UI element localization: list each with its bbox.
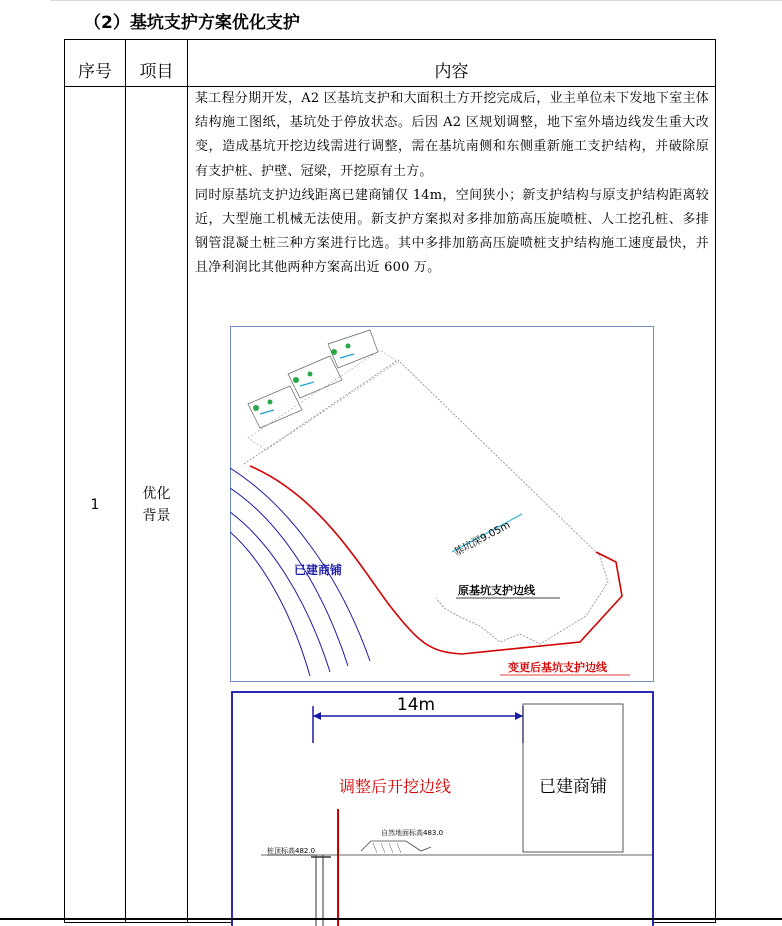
row-content bbox=[188, 87, 716, 923]
paragraph-2: 同时原基坑支护边线距离已建商铺仅 14m，空间狭小；新支护结构与原支护结构距离较近，大型施工机械无法使用。新支护方案拟对多排加筋高压旋喷桩、人工挖孔桩、多排钢管混凝土桩三种方案进行比选。其中多排加筋高压旋喷桩支护结构施工速度最快，并且净利润比其他两种方案高出近 600 万。 bbox=[195, 187, 709, 276]
row-item bbox=[126, 87, 188, 923]
table-row bbox=[65, 87, 716, 923]
existing-building-label: 已建商铺 bbox=[539, 777, 607, 797]
item-label-line2: 背景 bbox=[142, 507, 171, 524]
elevation-right-label: 自然地面标高483.0 bbox=[381, 829, 444, 837]
row-number: 1 bbox=[65, 87, 126, 923]
table-header-row bbox=[65, 40, 716, 87]
section-figure bbox=[231, 691, 654, 926]
item-label-line1: 优化 bbox=[142, 485, 171, 502]
distance-label: 14m bbox=[396, 695, 436, 715]
header-content: 内容 bbox=[188, 40, 716, 87]
section-frame bbox=[232, 692, 653, 926]
existing-shops-label: 已建商铺 bbox=[294, 563, 343, 577]
elevation-left-label: 桩顶标高482.0 bbox=[267, 847, 316, 855]
content-table bbox=[64, 39, 716, 923]
section-title: （2）基坑支护方案优化支护 bbox=[84, 13, 300, 33]
adjusted-edge-label: 调整后开挖边线 bbox=[338, 777, 452, 796]
top-rule bbox=[50, 0, 782, 1]
depth-label: 基坑深9.05m bbox=[452, 519, 513, 559]
site-plan-figure bbox=[230, 326, 655, 683]
header-number: 序号 bbox=[65, 40, 126, 87]
original-edge-label: 原基坑支护边线 bbox=[458, 584, 535, 597]
paragraph-1: 某工程分期开发，A2 区基坑支护和大面积土方开挖完成后，业主单位未下发地下室主体结构施工图纸，基坑处于停放状态。后因 A2 区规划调整，地下室外墙边线发生重大改变，造成基坑开挖边线需进行调整，需在基坑南侧和东侧重新施工支护结构，并破除原有支护桩、护壁、冠梁，开挖原有土方。 bbox=[195, 91, 709, 179]
changed-edge-label: 变更后基坑支护边线 bbox=[508, 661, 607, 674]
header-item: 项目 bbox=[126, 40, 188, 87]
